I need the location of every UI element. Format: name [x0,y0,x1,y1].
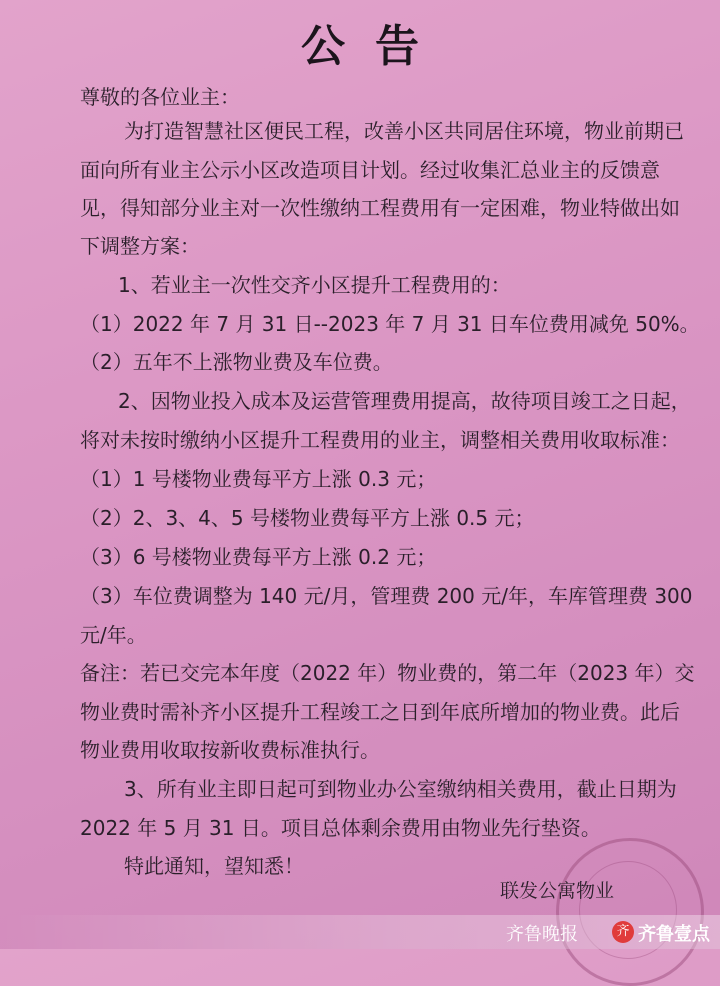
item-3-heading: 3、所有业主即日起可到物业办公室缴纳相关费用，截止日期为 [124,777,677,801]
item-1-sub-2: （2）五年不上涨物业费及车位费。 [80,350,393,374]
item-2-sub-3: （3）6 号楼物业费每平方上涨 0.2 元； [80,545,437,569]
body-line: 下调整方案： [80,234,200,258]
remark-line: 备注：若已交完本年度（2022 年）物业费的，第二年（2023 年）交 [80,661,695,685]
official-stamp [556,838,704,986]
signature: 联发公寓物业 [500,880,615,902]
notice-title: 公告 [301,21,449,72]
item-1-sub-1: （1）2022 年 7 月 31 日--2023 年 7 月 31 日车位费用减免 50%。 [80,312,700,336]
watermark-brand: 齐鲁壹点 [638,924,710,945]
body-line: 见，得知部分业主对一次性缴纳工程费用有一定困难，物业特做出如 [80,196,680,220]
remark-line: 物业费时需补齐小区提升工程竣工之日到年底所增加的物业费。此后 [80,700,680,724]
item-2-sub-4: （3）车位费调整为 140 元/月，管理费 200 元/年，车库管理费 300 [80,584,693,608]
body-line: 面向所有业主公示小区改造项目计划。经过收集汇总业主的反馈意 [80,158,660,182]
remark-line: 物业费用收取按新收费标准执行。 [80,738,380,762]
item-2-sub-2: （2）2、3、4、5 号楼物业费每平方上涨 0.5 元； [80,506,535,530]
item-2-heading: 2、因物业投入成本及运营管理费用提高，故待项目竣工之日起， [118,389,691,413]
closing-line: 特此通知，望知悉！ [124,854,304,878]
watermark-logo-text: 齐鲁晚报 [506,924,578,945]
body-line: 为打造智慧社区便民工程，改善小区共同居住环境，物业前期已 [124,119,684,143]
body-line: 2022 年 5 月 31 日。项目总体剩余费用由物业先行垫资。 [80,816,601,840]
greeting: 尊敬的各位业主： [80,85,240,109]
body-line: 将对未按时缴纳小区提升工程费用的业主，调整相关费用收取标准： [80,428,680,452]
item-2-sub-1: （1）1 号楼物业费每平方上涨 0.3 元； [80,467,437,491]
source-watermark [0,915,720,949]
item-1-heading: 1、若业主一次性交齐小区提升工程费用的： [118,273,511,297]
qilu-icon: 齐 [612,921,634,943]
body-line: 元/年。 [80,623,147,647]
